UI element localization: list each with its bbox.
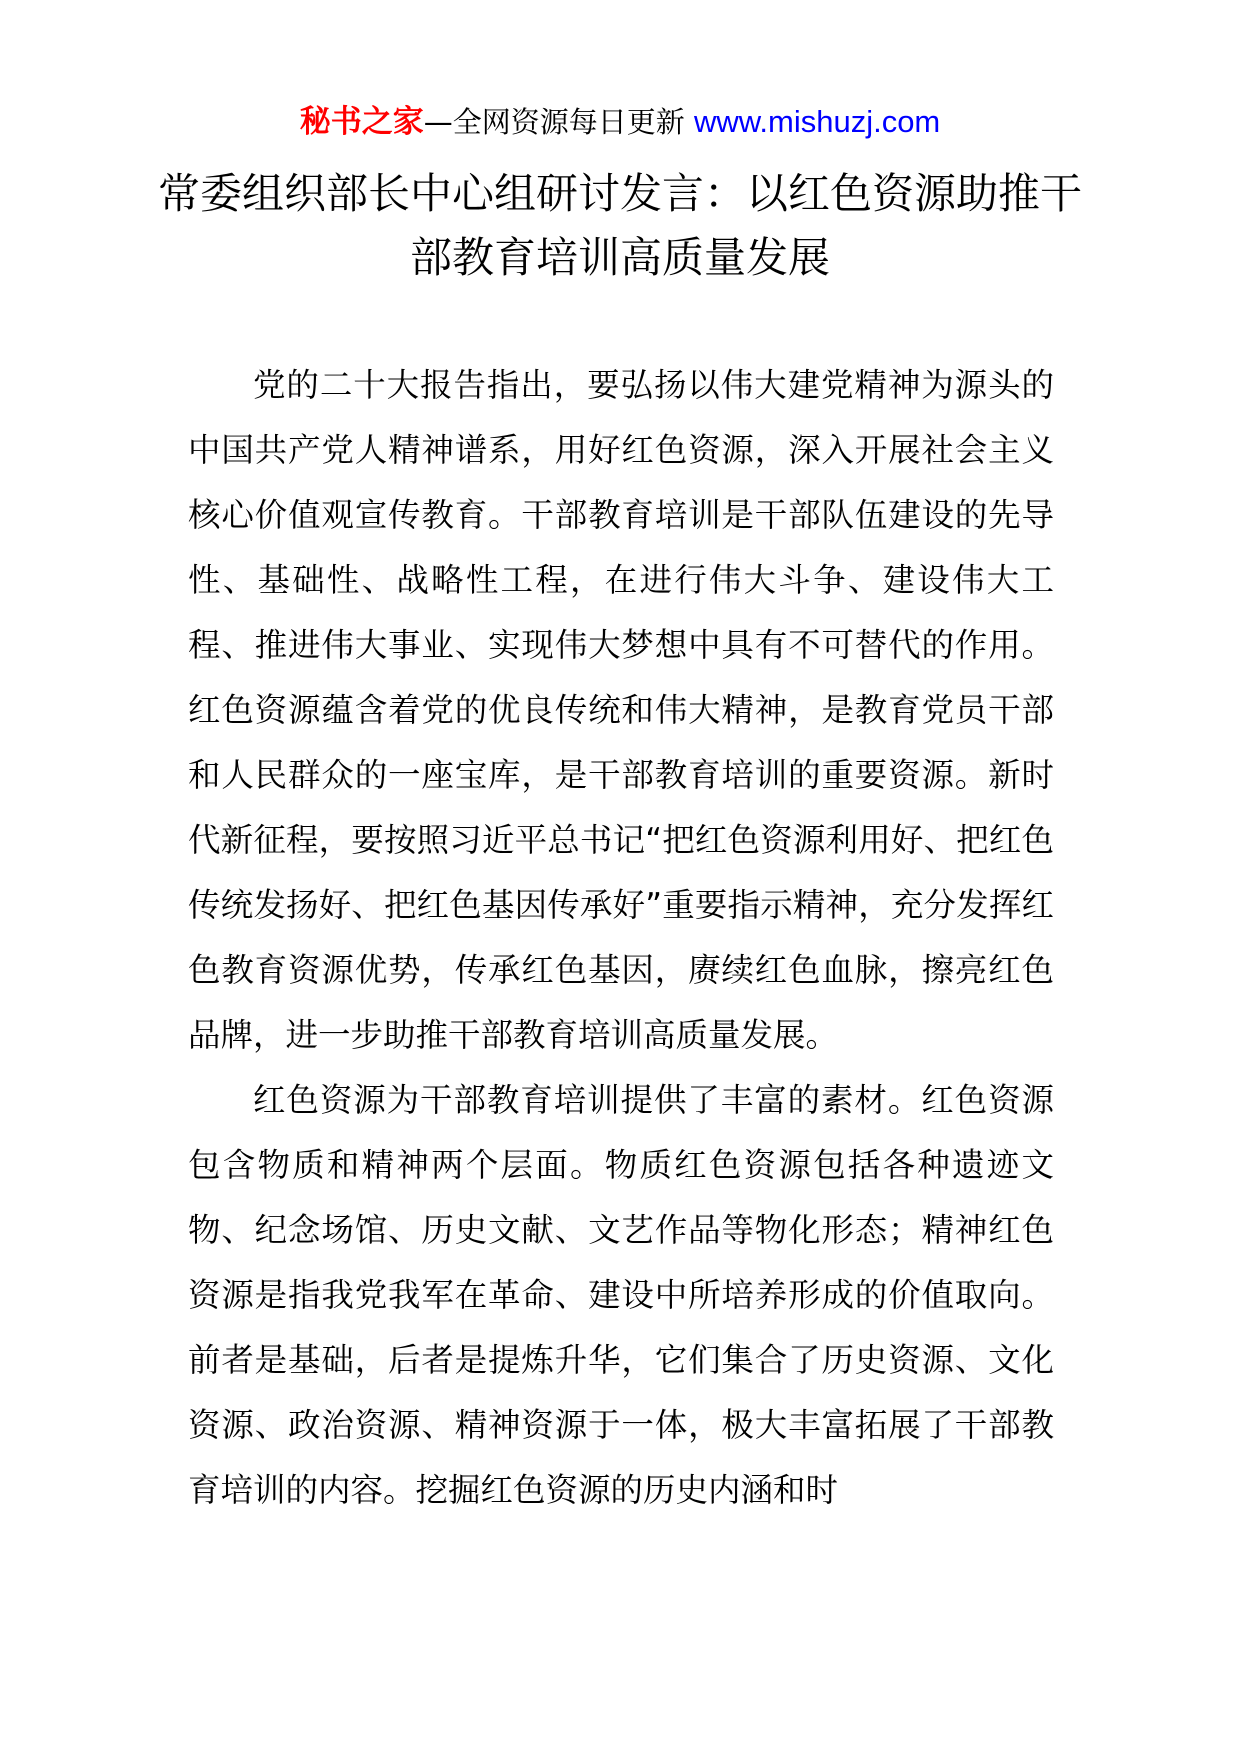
site-url-link[interactable]: www.mishuzj.com [693, 104, 941, 139]
site-header [0, 100, 1240, 144]
site-tagline: —全网资源每日更新 [423, 105, 694, 139]
document-title: 常委组织部长中心组研讨发言：以红色资源助推干部教育培训高质量发展 [157, 169, 1082, 282]
site-brand: 秘书之家 [299, 104, 424, 140]
document-body [188, 353, 1054, 1523]
body-paragraph-2: 红色资源为干部教育培训提供了丰富的素材。红色资源包含物质和精神两个层面。物质红色资源包括各种遗迹文物、纪念场馆、历史文献、文艺作品等物化形态；精神红色资源是指我党我军在革命、建设中所培养形成的价值取向。前者是基础，后者是提炼升华，它们集合了历史资源、文化资源、政治资源、精神资源于一体，极大丰富拓展了干部教育培训的内容。挖掘红色资源的历史内涵和时 [188, 1081, 1054, 1509]
body-paragraph-1: 党的二十大报告指出，要弘扬以伟大建党精神为源头的中国共产党人精神谱系，用好红色资源，深入开展社会主义核心价值观宣传教育。干部教育培训是干部队伍建设的先导性、基础性、战略性工程，在进行伟大斗争、建设伟大工程、推进伟大事业、实现伟大梦想中具有不可替代的作用。红色资源蕴含着党的优良传统和伟大精神，是教育党员干部和人民群众的一座宝库，是干部教育培训的重要资源。新时代新征程，要按照习近平总书记“把红色资源利用好、把红色传统发扬好、把红色基因传承好”重要指示精神，充分发挥红色教育资源优势，传承红色基因，赓续红色血脉，擦亮红色品牌，进一步助推干部教育培训高质量发展。 [188, 366, 1054, 1054]
